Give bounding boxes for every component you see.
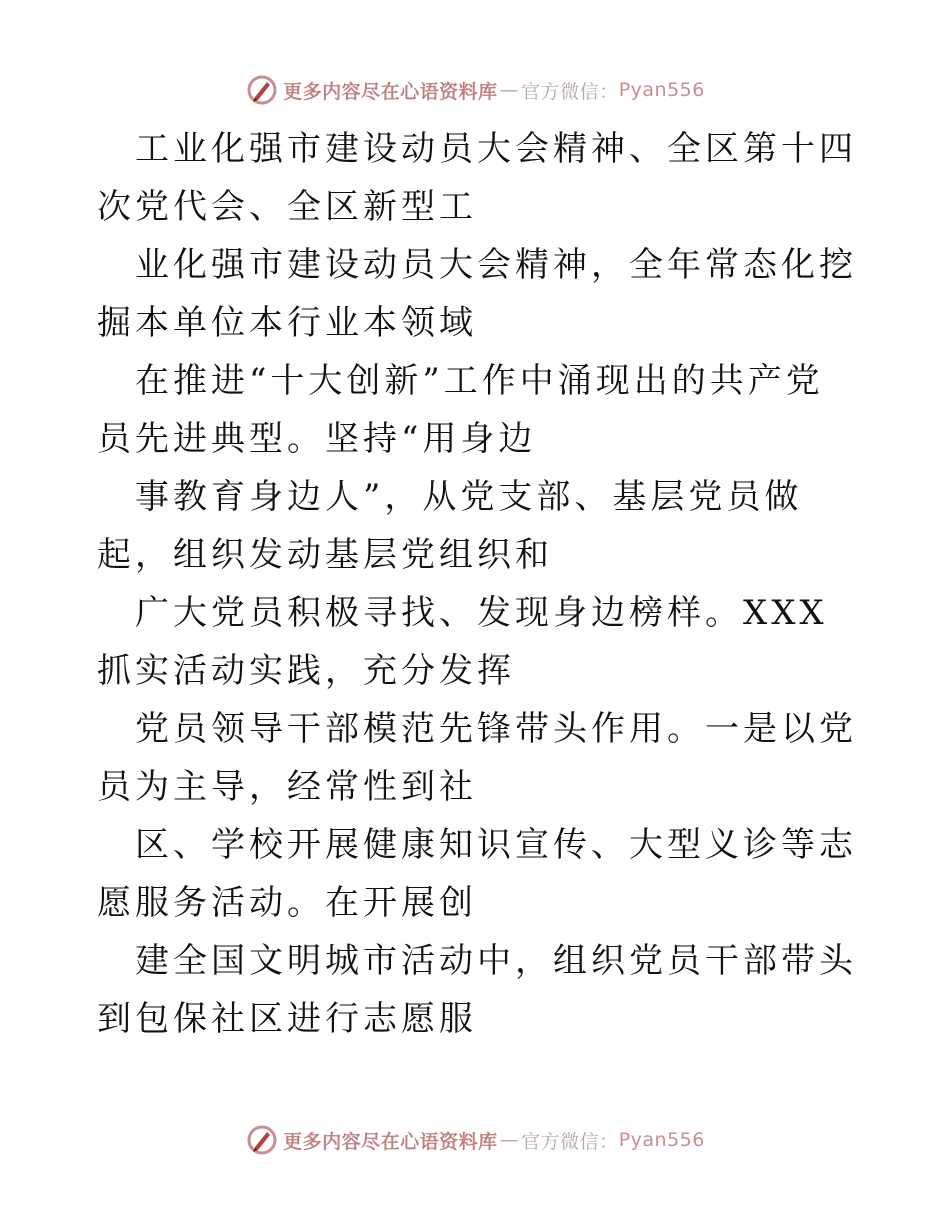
paragraph: 工业化强市建设动员大会精神、全区第十四次党代会、全区新型工 bbox=[97, 129, 857, 227]
watermark-label: 官方微信： bbox=[521, 80, 619, 103]
pen-logo-icon bbox=[245, 1123, 279, 1157]
footer-watermark bbox=[0, 1123, 950, 1157]
paragraph: 广大党员积极寻找、发现身边榜样。XXX 抓实活动实践，充分发挥 bbox=[97, 593, 828, 691]
document-body bbox=[97, 120, 857, 1048]
paragraph: 业化强市建设动员大会精神，全年常态化挖掘本单位本行业本领域 bbox=[97, 245, 857, 343]
watermark-separator: — bbox=[499, 1129, 520, 1151]
watermark-main-text: 更多内容尽在心语资料库 bbox=[283, 80, 498, 103]
watermark-separator: — bbox=[499, 79, 520, 101]
paragraph: 事教育身边人”，从党支部、基层党员做起，组织发动基层党组织和 bbox=[97, 477, 803, 575]
paragraph: 建全国文明城市活动中，组织党员干部带头到包保社区进行志愿服 bbox=[97, 941, 857, 1039]
watermark-id: Pyan556 bbox=[618, 1129, 705, 1151]
paragraph: 区、学校开展健康知识宣传、大型义诊等志愿服务活动。在开展创 bbox=[97, 825, 857, 923]
pen-logo-icon bbox=[245, 73, 279, 107]
watermark-main-text: 更多内容尽在心语资料库 bbox=[283, 1130, 498, 1153]
paragraph: 在推进“十大创新”工作中涌现出的共产党员先进典型。坚持“用身边 bbox=[97, 361, 824, 459]
watermark-id: Pyan556 bbox=[618, 79, 705, 101]
header-watermark bbox=[0, 73, 950, 107]
watermark-label: 官方微信： bbox=[521, 1130, 619, 1153]
paragraph: 党员领导干部模范先锋带头作用。一是以党员为主导，经常性到社 bbox=[97, 709, 857, 807]
